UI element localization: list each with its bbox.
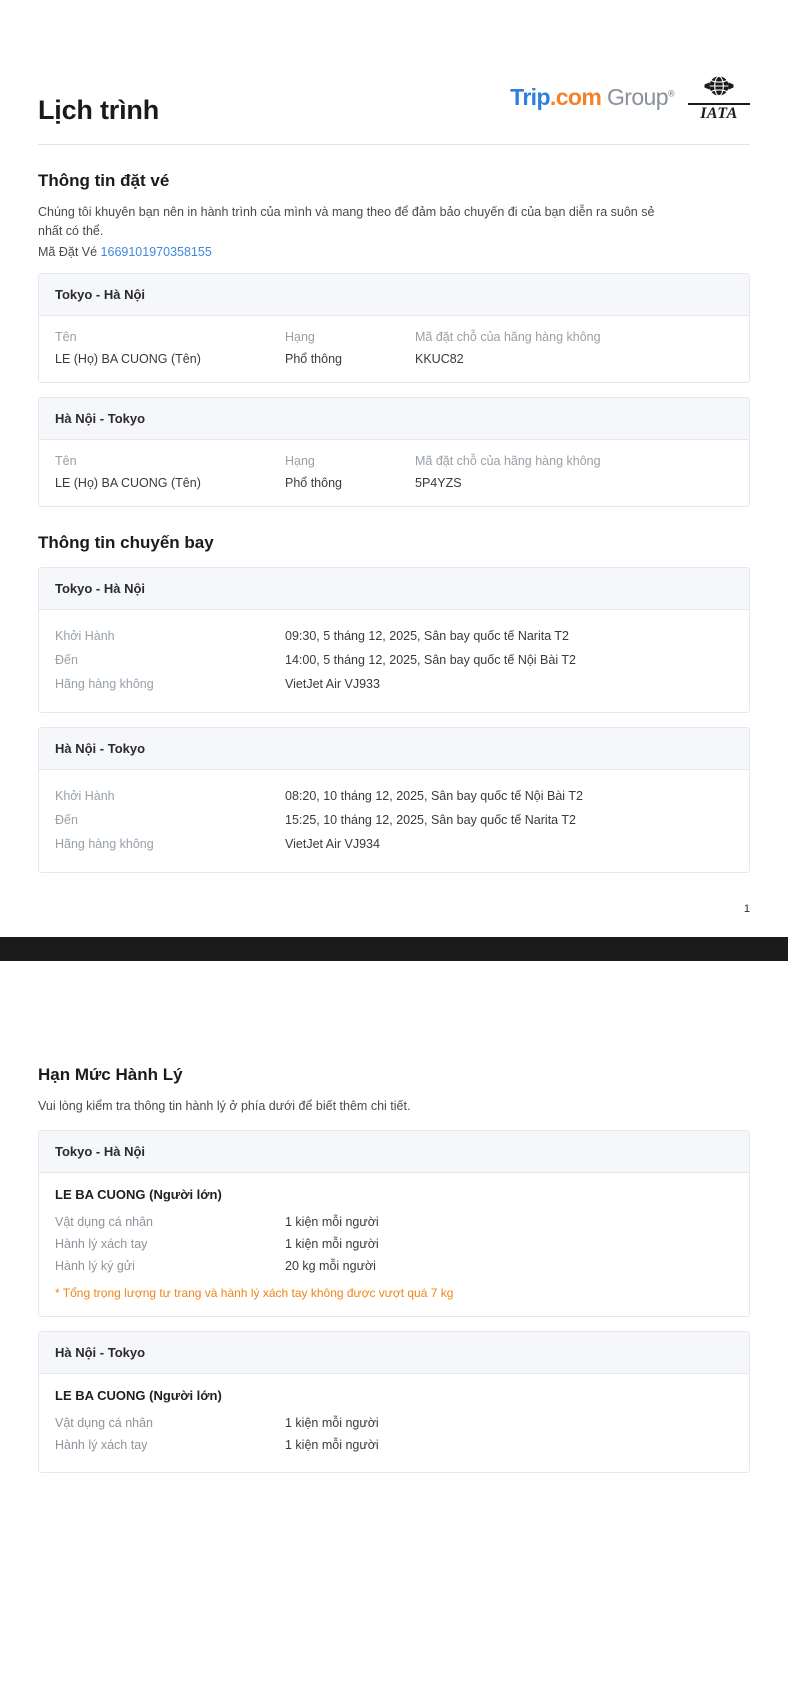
baggage-checked-row [55, 1255, 733, 1277]
passenger-card-body [39, 440, 749, 506]
passenger-pnr: 5P4YZS [415, 475, 462, 490]
flight-depart-label: Khởi Hành [55, 788, 115, 803]
baggage-carryon-row [55, 1434, 733, 1456]
baggage-personal-row [55, 1211, 733, 1233]
page-title: Lịch trình [38, 95, 159, 125]
flight-card-body [39, 770, 749, 872]
flight-card [38, 727, 750, 873]
passenger-col-cabin: Hạng [285, 453, 315, 468]
flight-airline-label: Hãng hàng không [55, 676, 154, 691]
baggage-personal-value: 1 kiện mỗi người [285, 1416, 379, 1431]
flight-depart-value: 09:30, 5 tháng 12, 2025, Sân bay quốc tế Narita T2 [285, 628, 570, 643]
logo-dotcom-text: .com [549, 83, 602, 110]
logo-group-text: Group [607, 83, 668, 110]
booking-section-title: Thông tin đặt vé [38, 171, 170, 190]
flight-card-body [39, 610, 749, 712]
brand-lockup [510, 72, 750, 126]
booking-section-note: Chúng tôi khuyên bạn nên in hành trình của mình và mang theo để đảm bảo chuyến đi của bạn diễn ra suôn sẻ nhất có thể. [38, 205, 655, 239]
passenger-col-name: Tên [55, 329, 77, 344]
flight-airline-value: VietJet Air VJ933 [285, 676, 380, 691]
baggage-card-route: Tokyo - Hà Nội [39, 1131, 749, 1173]
baggage-personal-label: Vật dụng cá nhân [55, 1416, 153, 1431]
passenger-table [55, 330, 733, 366]
passenger-card [38, 273, 750, 383]
baggage-checked-value: 20 kg mỗi người [285, 1259, 376, 1274]
iata-logo [688, 72, 750, 122]
flight-card-route: Hà Nội - Tokyo [39, 728, 749, 770]
flight-airline-label: Hãng hàng không [55, 836, 154, 851]
passenger-card [38, 397, 750, 507]
baggage-passenger-name: LE BA CUONG (Người lớn) [55, 1388, 222, 1404]
passenger-col-name: Tên [55, 453, 77, 468]
baggage-carryon-label: Hành lý xách tay [55, 1237, 148, 1252]
flight-arrive-value: 15:25, 10 tháng 12, 2025, Sân bay quốc tế Narita T2 [285, 812, 576, 827]
flight-arrive-value: 14:00, 5 tháng 12, 2025, Sân bay quốc tế Nội Bài T2 [285, 652, 576, 667]
flight-arrive-row [55, 648, 733, 672]
baggage-personal-label: Vật dụng cá nhân [55, 1215, 153, 1230]
passenger-cabin: Phổ thông [285, 351, 342, 366]
logo-trip-text: Trip [510, 83, 550, 110]
baggage-section-note: Vui lòng kiểm tra thông tin hành lý ở phía dưới để biết thêm chi tiết. [38, 1098, 411, 1113]
flight-airline-row [55, 832, 733, 856]
flight-airline-value: VietJet Air VJ934 [285, 836, 380, 851]
flight-arrive-label: Đến [55, 812, 78, 827]
baggage-section-title: Hạn Mức Hành Lý [38, 1064, 183, 1084]
passenger-card-route: Tokyo - Hà Nội [39, 274, 749, 316]
page-2 [0, 1065, 788, 1473]
passenger-cabin: Phổ thông [285, 475, 342, 490]
baggage-personal-value: 1 kiện mỗi người [285, 1215, 379, 1230]
passenger-name: LE (Họ) BA CUONG (Tên) [55, 351, 201, 366]
flight-card [38, 567, 750, 713]
passenger-card-body [39, 316, 749, 382]
passenger-pnr: KKUC82 [415, 351, 464, 366]
baggage-carryon-value: 1 kiện mỗi người [285, 1237, 379, 1252]
baggage-card-body [39, 1173, 749, 1316]
flight-depart-row [55, 624, 733, 648]
baggage-personal-row [55, 1412, 733, 1434]
passenger-table [55, 454, 733, 490]
passenger-col-pnr: Mã đặt chỗ của hãng hàng không [415, 453, 601, 468]
flight-airline-row [55, 672, 733, 696]
baggage-carryon-value: 1 kiện mỗi người [285, 1438, 379, 1453]
logo-trademark: ® [667, 87, 674, 98]
flight-section-title: Thông tin chuyến bay [38, 532, 214, 552]
booking-code-value: 1669101970358155 [100, 244, 212, 259]
baggage-weight-warning: * Tổng trọng lượng tư trang và hành lý xách tay không được vượt quá 7 kg [55, 1286, 454, 1301]
baggage-carryon-row [55, 1233, 733, 1255]
baggage-card [38, 1130, 750, 1317]
flight-arrive-row [55, 808, 733, 832]
page-separator [0, 937, 788, 961]
flight-depart-row [55, 784, 733, 808]
trip-com-group-logo [510, 84, 674, 111]
document-header [38, 0, 750, 145]
passenger-card-route: Hà Nội - Tokyo [39, 398, 749, 440]
passenger-name: LE (Họ) BA CUONG (Tên) [55, 475, 201, 490]
flight-depart-value: 08:20, 10 tháng 12, 2025, Sân bay quốc tế Nội Bài T2 [285, 788, 583, 803]
page-number: 1 [743, 902, 750, 915]
baggage-card [38, 1331, 750, 1473]
passenger-col-cabin: Hạng [285, 329, 315, 344]
flight-arrive-label: Đến [55, 652, 78, 667]
baggage-checked-label: Hành lý ký gửi [55, 1259, 135, 1274]
baggage-carryon-label: Hành lý xách tay [55, 1438, 148, 1453]
booking-code-label: Mã Đặt Vé [38, 244, 98, 259]
baggage-card-body [39, 1374, 749, 1472]
flight-depart-label: Khởi Hành [55, 628, 115, 643]
baggage-card-route: Hà Nội - Tokyo [39, 1332, 749, 1374]
flight-card-route: Tokyo - Hà Nội [39, 568, 749, 610]
baggage-passenger-name: LE BA CUONG (Người lớn) [55, 1187, 222, 1203]
iata-globe-icon [704, 72, 734, 102]
iata-wordmark: IATA [688, 103, 750, 122]
passenger-col-pnr: Mã đặt chỗ của hãng hàng không [415, 329, 601, 344]
booking-code-line [38, 245, 750, 259]
